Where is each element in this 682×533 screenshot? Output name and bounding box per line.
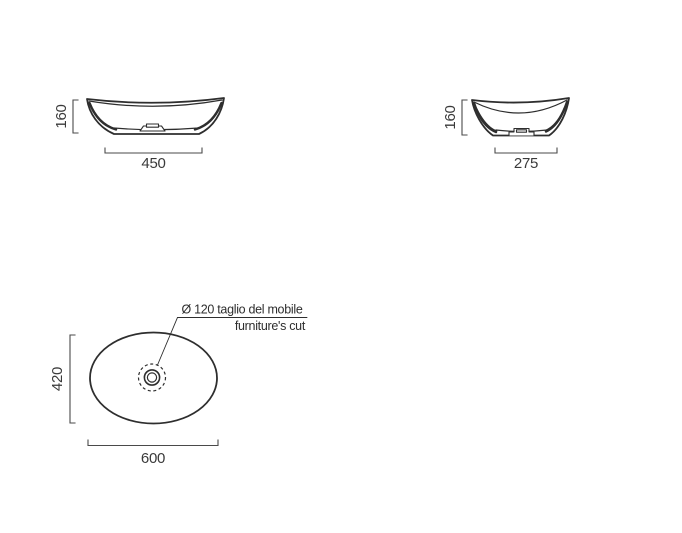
plan-width-dim-label: 600 <box>140 450 166 467</box>
side-width-dim-label: 275 <box>513 155 539 172</box>
front-drain-detail-top <box>147 124 159 127</box>
plan-drain-inner-circle <box>147 373 156 382</box>
plan-height-dim-bracket <box>70 335 75 423</box>
front-height-dim-label: 160 <box>53 104 70 129</box>
plan-view <box>49 303 307 468</box>
plan-height-dim-label: 420 <box>49 366 66 392</box>
side-view <box>442 98 569 172</box>
side-drain-detail-top <box>517 130 527 132</box>
side-height-dim-label: 160 <box>442 105 459 130</box>
side-width-dim-bracket <box>495 148 557 153</box>
front-view <box>53 98 224 172</box>
side-height-dim-bracket <box>462 100 467 135</box>
front-width-dim-label: 450 <box>141 155 166 172</box>
plan-width-dim-bracket <box>88 440 218 446</box>
cutout-note-line2: furniture's cut <box>234 319 305 333</box>
cutout-note-line1: Ø 120 taglio del mobile <box>181 302 303 317</box>
front-width-dim-bracket <box>105 148 202 153</box>
front-height-dim-bracket <box>73 100 78 133</box>
